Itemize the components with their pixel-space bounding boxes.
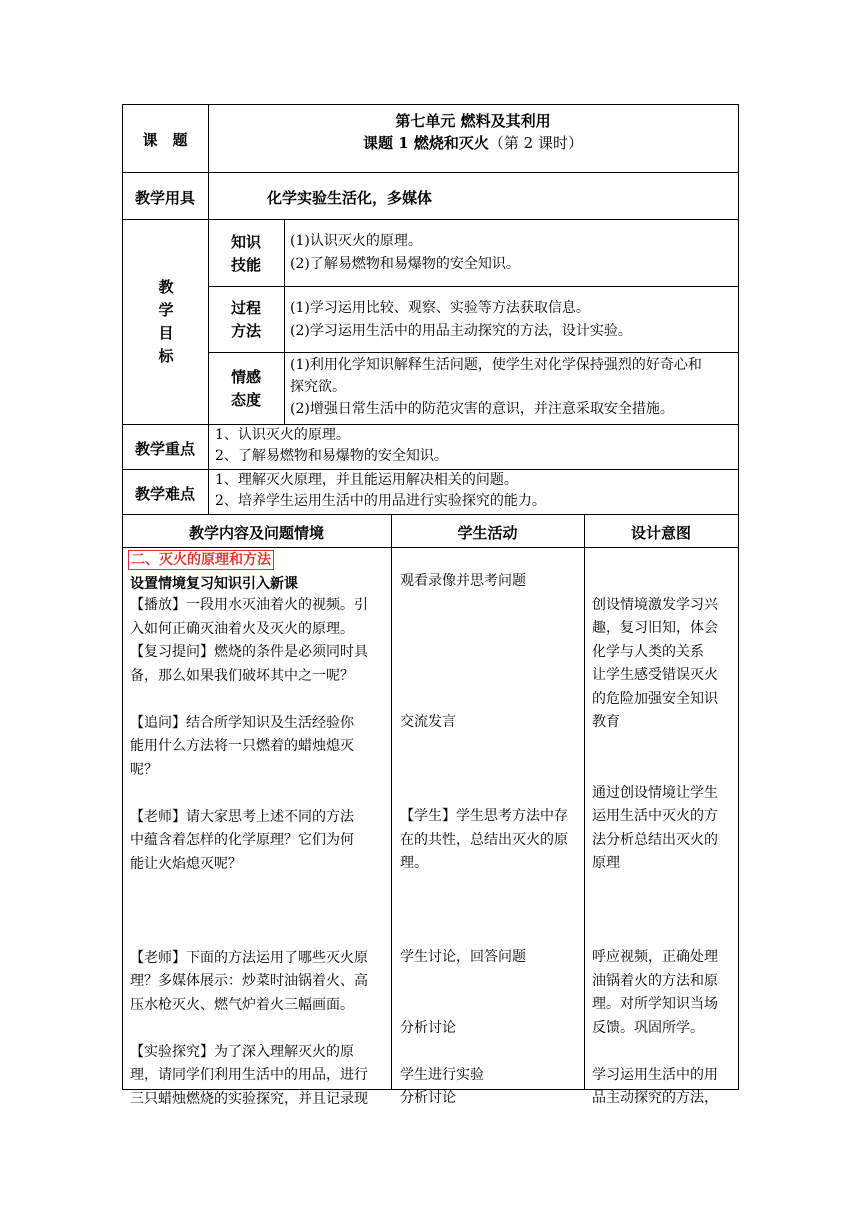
tools-value: 化学实验生活化，多媒体 <box>267 189 433 207</box>
text-line <box>592 570 718 594</box>
column-header-design: 设计意图 <box>630 524 691 542</box>
label-line: 过程 <box>230 299 261 317</box>
text-line: 原理 <box>592 855 620 871</box>
key-points-text <box>215 425 448 467</box>
text-line: 入如何正确灭油着火及灭火的原理。 <box>130 620 354 637</box>
table-border <box>122 104 123 1090</box>
table-border <box>391 514 392 1090</box>
text-line: 运用生活中灭火的方 <box>592 808 718 824</box>
text-line: 理，请同学们利用生活中的用品，进行 <box>130 1067 368 1083</box>
label-line: 知识 <box>230 233 261 251</box>
text-line: 品主动探究的方法， <box>592 1090 718 1106</box>
objectives-label-char: 目 <box>158 324 174 342</box>
column-header-student: 学生活动 <box>457 524 518 542</box>
text-line: (2)了解易燃物和易爆物的安全知识。 <box>290 256 520 272</box>
table-border <box>122 547 739 548</box>
objective-knowledge-text <box>290 230 520 276</box>
text-line: 油锅着火的方法和原 <box>592 972 718 989</box>
text-line: 【老师】请大家思考上述不同的方法 <box>130 808 354 825</box>
text-line: 教育 <box>592 714 620 730</box>
text-line: 反馈。巩固所学。 <box>592 1019 704 1036</box>
content-subheading: 设置情境复习知识引入新课 <box>130 576 298 592</box>
content-text <box>130 594 368 1111</box>
text-line <box>400 641 568 665</box>
difficulties-text <box>215 470 546 512</box>
table-border <box>208 286 739 287</box>
label-line: 方法 <box>230 322 261 340</box>
text-line: 【学生】学生思考方法中存 <box>400 808 568 824</box>
key-points-label: 教学重点 <box>134 440 195 458</box>
label-line: 情感 <box>230 368 261 386</box>
text-line: 1、认识灭火的原理。 <box>215 427 350 443</box>
lesson-title <box>208 132 738 153</box>
text-line <box>400 688 568 712</box>
text-line <box>130 688 368 712</box>
text-line <box>592 899 718 923</box>
text-line: (1)认识灭火的原理。 <box>290 233 422 249</box>
text-line: 分析讨论 <box>400 1090 456 1106</box>
text-line <box>130 876 368 900</box>
objectives-label-char: 学 <box>158 301 174 319</box>
lesson-title-main: 课题 1 燃烧和灭火 <box>363 134 489 152</box>
text-line: (1)学习运用比较、观察、实验等方法获取信息。 <box>290 300 590 316</box>
text-line: 让学生感受错误灭火 <box>592 667 718 683</box>
text-line: 【老师】下面的方法运用了哪些灭火原 <box>130 949 368 966</box>
text-line <box>400 758 568 782</box>
text-line: 【实验探究】为了深入理解灭火的原 <box>130 1043 354 1060</box>
text-line: 交流发言 <box>400 714 456 730</box>
text-line: 观看录像并思考问题 <box>400 573 526 589</box>
objectives-label-char: 教 <box>158 278 174 296</box>
text-line <box>130 782 368 806</box>
label-line: 技能 <box>230 256 261 274</box>
objectives-label <box>156 276 176 368</box>
table-border <box>584 514 585 1090</box>
lesson-period: （第 2 课时） <box>488 134 583 152</box>
text-line <box>400 617 568 641</box>
text-line: 三只蜡烛燃烧的实验探究，并且记录现 <box>130 1090 368 1107</box>
text-line <box>400 899 568 923</box>
text-line <box>592 735 718 759</box>
text-line <box>400 1040 568 1064</box>
text-line: (2)学习运用生活中的用品主动探究的方法，设计实验。 <box>290 323 632 339</box>
text-line <box>400 782 568 806</box>
text-line <box>592 1040 718 1064</box>
table-border <box>738 104 739 1090</box>
text-line: 学生讨论，回答问题 <box>400 949 526 965</box>
text-line <box>130 900 368 924</box>
text-line: 中蕴含着怎样的化学原理？它们为何 <box>130 832 354 848</box>
text-line <box>400 664 568 688</box>
student-activity-text <box>400 570 568 1111</box>
text-line: 通过创设情境让学生 <box>592 784 718 801</box>
table-border <box>122 104 739 105</box>
unit-title: 第七单元 燃料及其利用 <box>395 112 551 130</box>
objective-process-label <box>208 297 284 343</box>
text-line: (1)利用化学知识解释生活问题，使学生对化学保持强烈的好奇心和 <box>290 357 702 373</box>
text-line <box>400 993 568 1017</box>
table-border <box>122 219 739 220</box>
text-line <box>400 970 568 994</box>
text-line <box>400 594 568 618</box>
text-line: 在的共性，总结出灭火的原 <box>400 831 568 848</box>
text-line: 创设情境激发学习兴 <box>592 596 718 613</box>
text-line: 学习运用生活中的用 <box>592 1066 718 1083</box>
text-line: 【追问】结合所学知识及生活经验你 <box>130 714 354 731</box>
topic-label: 课 题 <box>142 131 188 149</box>
text-line: (2)增强日常生活中的防范灾害的意识，并注意采取安全措施。 <box>290 401 674 417</box>
text-line <box>592 923 718 947</box>
text-line <box>130 923 368 947</box>
text-line: 备，那么如果我们破坏其中之一呢？ <box>130 667 354 684</box>
text-line: 1、理解灭火原理，并且能运用解决相关的问题。 <box>215 472 518 488</box>
table-border <box>208 352 739 353</box>
text-line: 2、培养学生运用生活中的用品进行实验探究的能力。 <box>215 493 546 509</box>
text-line: 化学与人类的关系 <box>592 643 704 660</box>
text-line: 分析讨论 <box>400 1019 456 1036</box>
text-line: 【播放】一段用水灭油着火的视频。引 <box>130 597 368 613</box>
table-border <box>122 514 739 515</box>
tools-label: 教学用具 <box>134 189 195 207</box>
text-line <box>400 923 568 947</box>
text-line: 理。对所学知识当场 <box>592 996 718 1012</box>
objective-process-text <box>290 297 632 343</box>
text-line: 趣，复习旧知，体会 <box>592 620 718 636</box>
objective-knowledge-label <box>208 231 284 277</box>
objective-attitude-label <box>208 366 284 412</box>
text-line: 理。 <box>400 855 428 871</box>
text-line: 的危险加强安全知识 <box>592 690 718 707</box>
objectives-label-char: 标 <box>158 347 174 365</box>
table-border <box>284 219 285 425</box>
design-intent-text <box>592 570 718 1111</box>
text-line: 能用什么方法将一只燃着的蜡烛熄灭 <box>130 738 354 754</box>
text-line: 呼应视频，正确处理 <box>592 949 718 965</box>
column-header-content: 教学内容及问题情境 <box>188 524 324 542</box>
text-line: 【复习提问】燃烧的条件是必须同时具 <box>130 644 368 660</box>
text-line <box>130 1017 368 1041</box>
text-line: 呢？ <box>130 761 158 778</box>
text-line <box>400 735 568 759</box>
table-border <box>122 172 739 173</box>
text-line: 探究欲。 <box>290 379 346 395</box>
difficulties-label: 教学难点 <box>134 485 195 503</box>
text-line: 压水枪灭火、燃气炉着火三幅画面。 <box>130 996 354 1013</box>
objective-attitude-text <box>290 354 702 420</box>
text-line <box>592 758 718 782</box>
text-line <box>592 876 718 900</box>
section-title: 二、灭火的原理和方法 <box>128 550 274 570</box>
text-line: 能让火焰熄灭呢？ <box>130 855 242 872</box>
text-line <box>400 876 568 900</box>
text-line: 理？多媒体展示：炒菜时油锅着火、高 <box>130 973 368 989</box>
label-line: 态度 <box>230 391 261 409</box>
text-line: 法分析总结出灭火的 <box>592 831 718 848</box>
text-line: 2、了解易燃物和易爆物的安全知识。 <box>215 448 448 464</box>
text-line: 学生进行实验 <box>400 1066 484 1083</box>
